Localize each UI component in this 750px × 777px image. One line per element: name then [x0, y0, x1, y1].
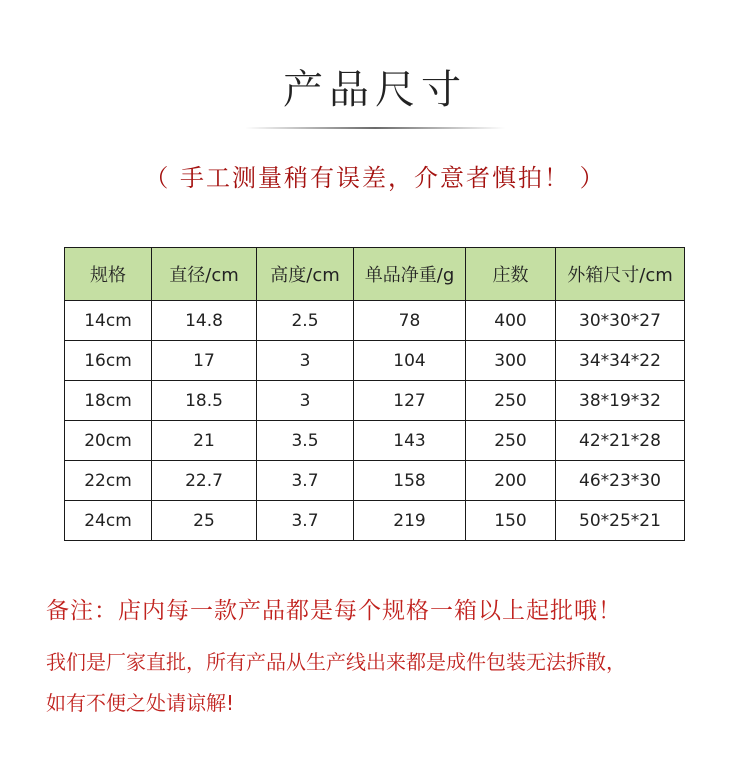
cell-diameter: 22.7	[152, 461, 257, 501]
cell-height: 3.7	[257, 501, 354, 541]
col-header-net-weight: 单品净重/g	[354, 248, 466, 301]
cell-diameter: 21	[152, 421, 257, 461]
cell-carton-size: 50*25*21	[556, 501, 685, 541]
cell-diameter: 17	[152, 341, 257, 381]
cell-height: 2.5	[257, 301, 354, 341]
table-row	[65, 461, 685, 501]
wholesale-note: 备注：店内每一款产品都是每个规格一箱以上起批哦！	[46, 598, 622, 624]
cell-carton-size: 34*34*22	[556, 341, 685, 381]
title-divider	[245, 127, 505, 129]
cell-net-weight: 143	[354, 421, 466, 461]
table-row	[65, 381, 685, 421]
table-row	[65, 341, 685, 381]
measurement-disclaimer: （ 手工测量稍有误差，介意者慎拍！ ）	[144, 164, 606, 192]
cell-height: 3	[257, 341, 354, 381]
cell-spec: 18cm	[65, 381, 152, 421]
col-header-pack-count: 庄数	[466, 248, 556, 301]
cell-diameter: 25	[152, 501, 257, 541]
cell-pack-count: 400	[466, 301, 556, 341]
cell-net-weight: 104	[354, 341, 466, 381]
col-header-spec: 规格	[65, 248, 152, 301]
cell-net-weight: 78	[354, 301, 466, 341]
cell-pack-count: 300	[466, 341, 556, 381]
cell-net-weight: 127	[354, 381, 466, 421]
cell-spec: 24cm	[65, 501, 152, 541]
cell-spec: 22cm	[65, 461, 152, 501]
cell-carton-size: 46*23*30	[556, 461, 685, 501]
cell-spec: 20cm	[65, 421, 152, 461]
cell-pack-count: 200	[466, 461, 556, 501]
cell-pack-count: 250	[466, 381, 556, 421]
col-header-carton-size: 外箱尺寸/cm	[556, 248, 685, 301]
table-row	[65, 421, 685, 461]
cell-diameter: 18.5	[152, 381, 257, 421]
cell-height: 3	[257, 381, 354, 421]
cell-pack-count: 150	[466, 501, 556, 541]
page-title: 产品尺寸	[283, 67, 467, 113]
cell-diameter: 14.8	[152, 301, 257, 341]
col-header-diameter: 直径/cm	[152, 248, 257, 301]
cell-height: 3.5	[257, 421, 354, 461]
cell-spec: 16cm	[65, 341, 152, 381]
cell-net-weight: 219	[354, 501, 466, 541]
table-header-row	[65, 248, 685, 301]
cell-height: 3.7	[257, 461, 354, 501]
apology-note: 如有不便之处请谅解!	[46, 691, 235, 715]
table-row	[65, 301, 685, 341]
col-header-height: 高度/cm	[257, 248, 354, 301]
size-spec-table	[64, 247, 685, 541]
packaging-note: 我们是厂家直批，所有产品从生产线出来都是成件包装无法拆散，	[46, 650, 626, 674]
cell-carton-size: 30*30*27	[556, 301, 685, 341]
cell-carton-size: 42*21*28	[556, 421, 685, 461]
table-row	[65, 501, 685, 541]
cell-carton-size: 38*19*32	[556, 381, 685, 421]
cell-net-weight: 158	[354, 461, 466, 501]
cell-spec: 14cm	[65, 301, 152, 341]
cell-pack-count: 250	[466, 421, 556, 461]
